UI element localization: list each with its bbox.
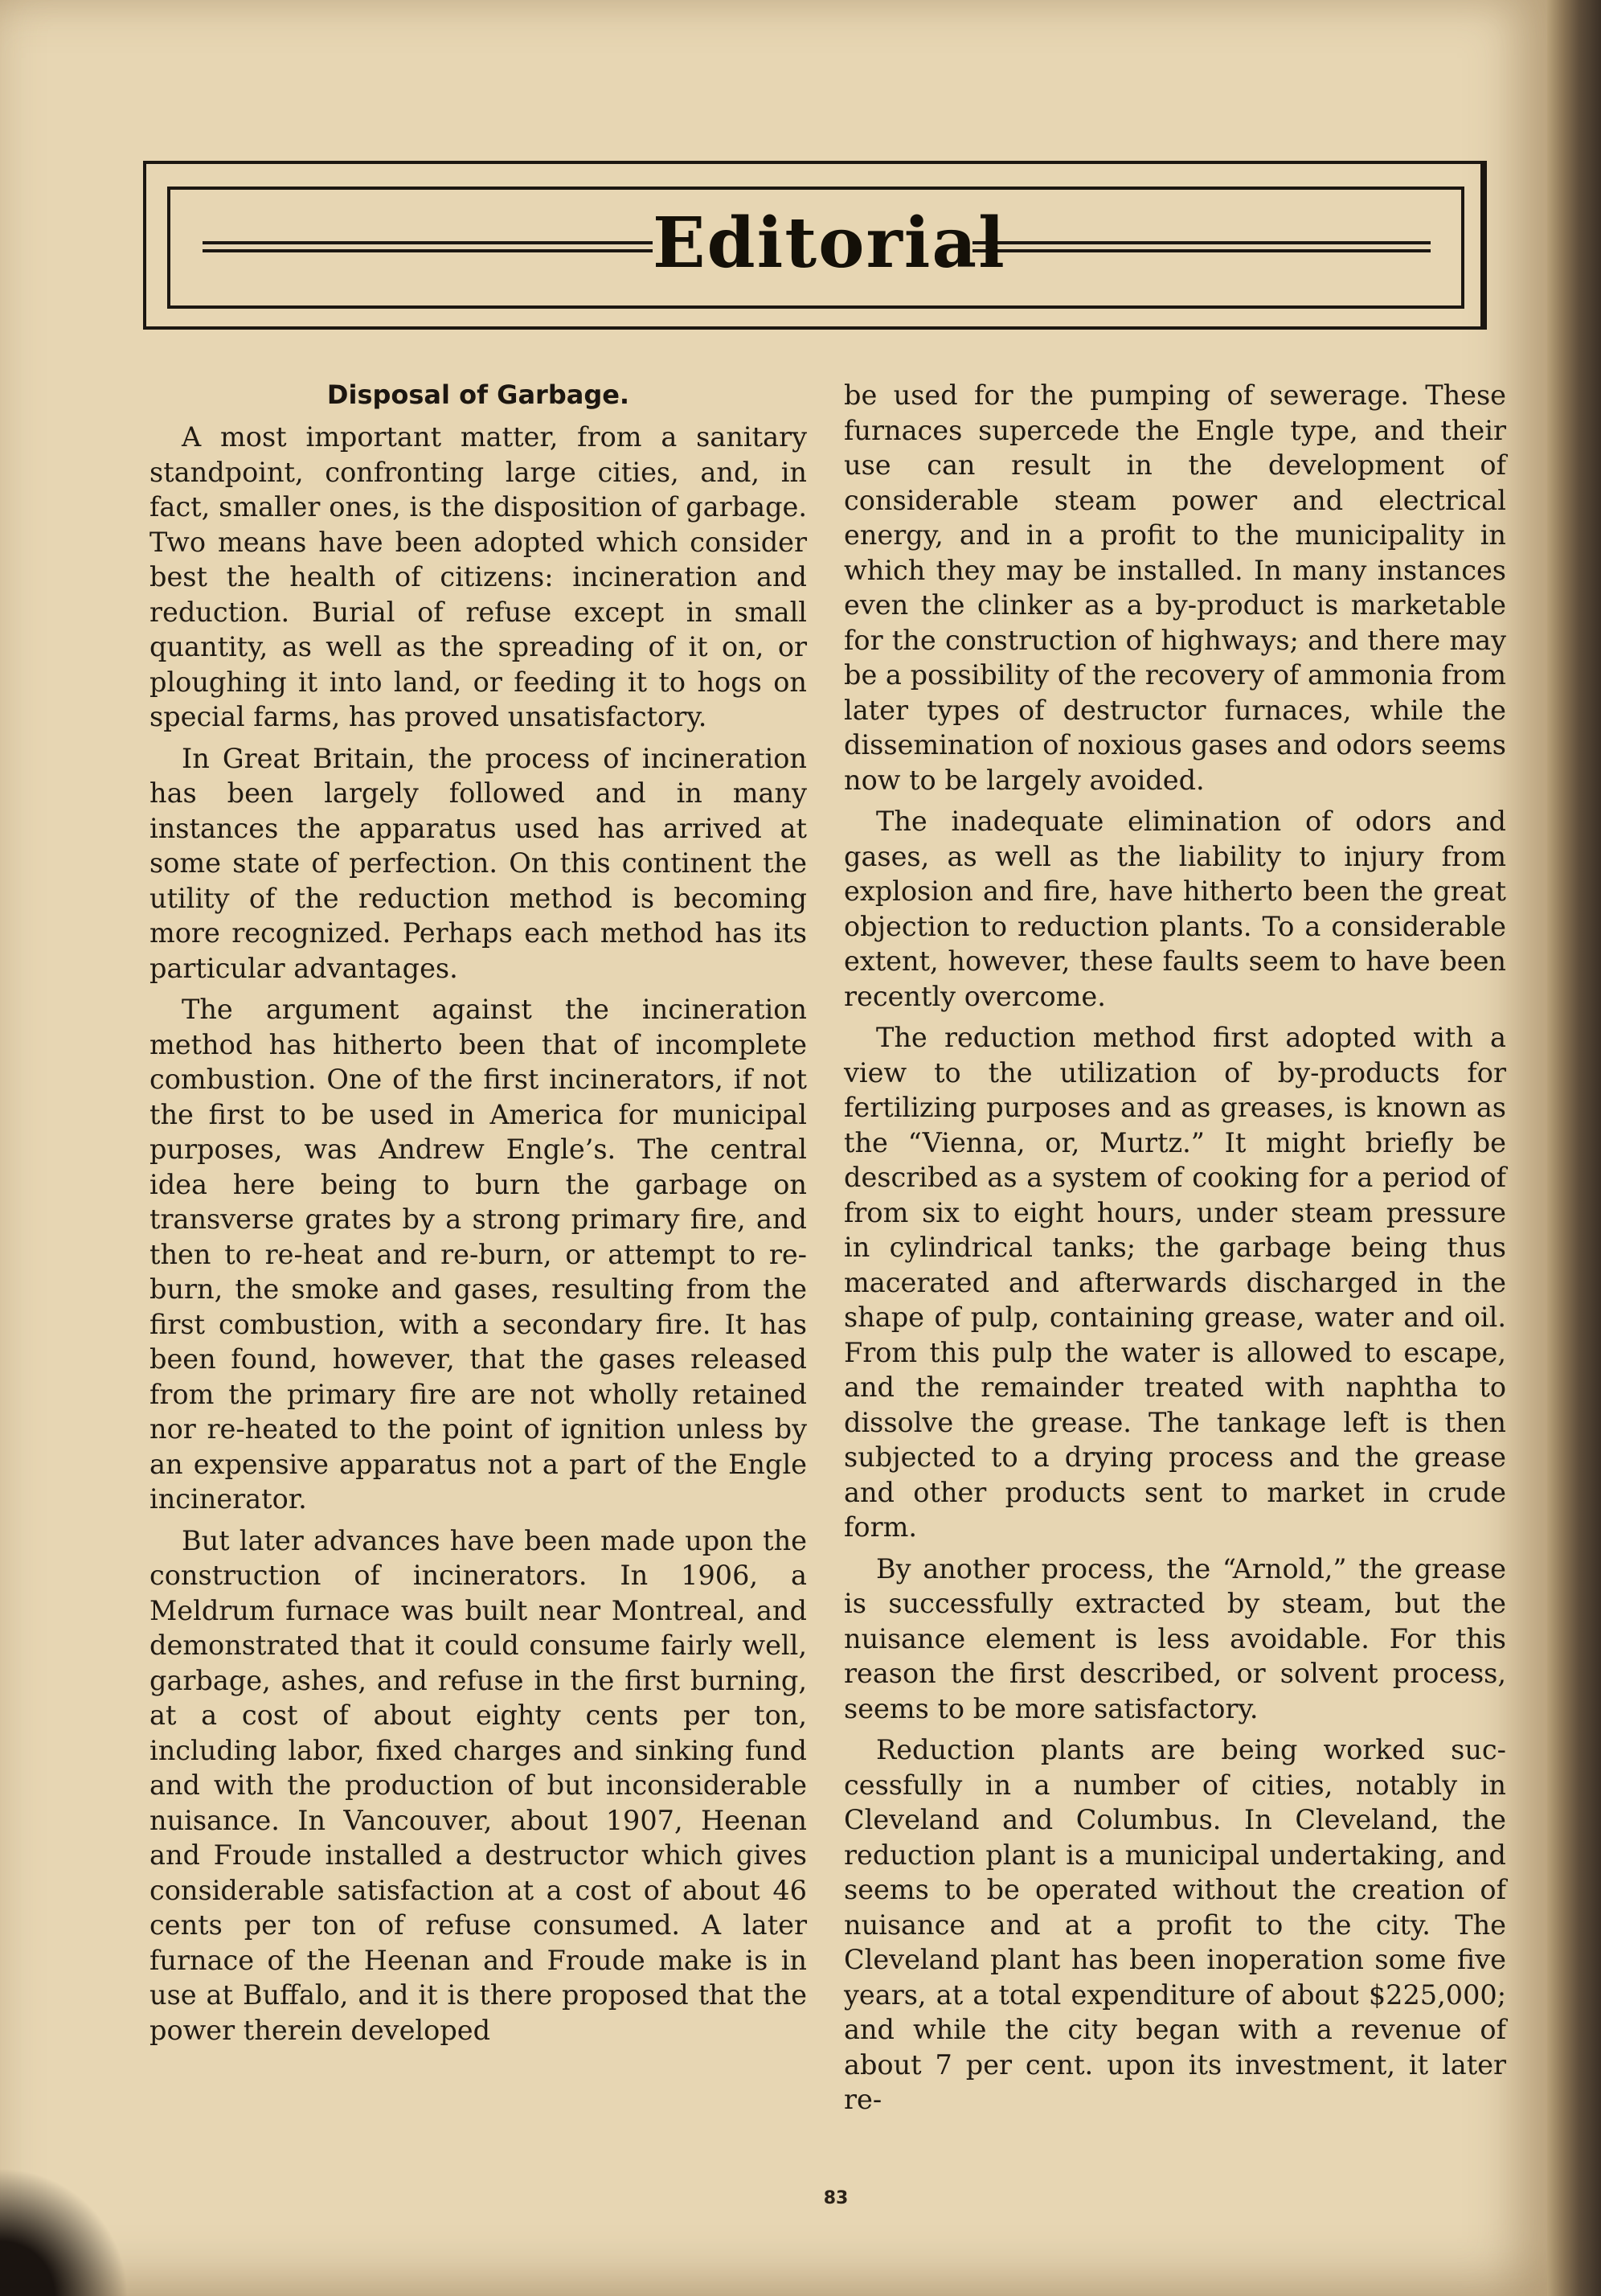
page-edge xyxy=(1547,0,1601,2296)
left-column xyxy=(149,378,807,2054)
paragraph: But later advances have been made upon the construction of incinerators. In 1906, a Meldrum furnace was built near Montreal, and demonstrated that it could consume fairly well, garbage, ashes, and refuse in the first burning, at a cost of about eighty cents per ton, including labor, fixed charges and sinking fund and with the production of but inconsiderable nuisance. In Vancouver, about 1907, Heenan and Froude installed a destructor which gives considerable satisfaction at a cost of about 46 cents per ton of refuse consumed. A later furnace of the Heenan and Froude make is in use at Buffalo, and it is there proposed that the power therein developed xyxy=(149,1524,807,2046)
banner-rule-right xyxy=(972,241,1431,252)
paragraph: A most important matter, from a sanitary standpoint, confronting large cities, and, in fact, smaller ones, is the disposition of garbage. Two means have been adopted which consider best the health of citizens: incineration and reduction. Burial of refuse except in small quantity, as well as the spreading of it on, or ploughing it into land, or feeding it to hogs on special farms, has proved unsatisfactory. xyxy=(149,421,807,732)
paragraph: The inadequate elimination of odors and gases, as well as the liability to injury from explosion and fire, have hitherto been the great objection to reduction plants. To a considerable extent, however, these faults seem to have been recently overcome. xyxy=(844,806,1506,1012)
paragraph-continuation: be used for the pumping of sewerage. These furnaces supercede the Engle type, and their use can result in the development of considerable steam power and electrical energy, and in a profit to the municipality in which they may be installed. In many instances even the clinker as a by-product is marketable for the construction of highways; and there may be a possibility of the recovery of ammonia from later types of destructor furnaces, while the dissemination of noxious gases and odors seems now to be largely avoided. xyxy=(844,379,1506,796)
right-column xyxy=(844,378,1506,2124)
article-heading: Disposal of Garbage. xyxy=(326,379,630,410)
editorial-title: Editorial xyxy=(653,203,1006,284)
paragraph: In Great Britain, the process of incineration has been largely followed and in many instances the apparatus used has arrived at some state of perfection. On this continent the utility of the reduction method is becoming more recognized. Perhaps each method has its particular advantages. xyxy=(149,742,807,984)
banner-rule-left xyxy=(203,241,653,252)
paragraph: Reduction plants are being worked successfully in a number of cities, notably in Cleveland and Columbus. In Cleveland, the reduction plant is a municipal undertaking, and seems to be operated without the creation of nuisance and at a profit to the city. The Cleveland plant has been inoperation some five years, at a total expenditure of about $225,000; and while the city began with a revenue of about 7 per cent. upon its investment, it later re- xyxy=(844,1734,1506,2115)
binding-shadow xyxy=(0,2167,129,2296)
paragraph: By another process, the “Arnold,” the grease is successfully extracted by steam, but the nuisance element is less avoidable. For this reason the first described, or solvent process, seems to be more satisfactory. xyxy=(844,1552,1506,1724)
page-number: 83 xyxy=(823,2188,849,2208)
paragraph: The reduction method first adopted with a view to the utilization of by-products for fertilizing purposes and as greases, is known as the “Vienna, or, Murtz.” It might briefly be described as a system of cooking for a period of from six to eight hours, under steam pressure in cylindrical tanks; the garbage being thus macerated and afterwards discharged in the shape of pulp, containing grease, water and oil. From this pulp the water is allowed to escape, and the remainder treated with naphtha to dissolve the grease. The tankage left is then subjected to a drying process and the grease and other products sent to market in crude form. xyxy=(844,1022,1506,1543)
paragraph: The argument against the incineration method has hitherto been that of incomplete combustion. One of the first incinerators, if not the first to be used in America for municipal purposes, was Andrew Engle’s. The central idea here being to burn the garbage on transverse grates by a strong primary fire, and then to re-heat and re-burn, or attempt to re-burn, the smoke and gases, resulting from the first combustion, with a secondary fire. It has been found, however, that the gases released from the primary fire are not wholly retained nor re-heated to the point of ignition unless by an expensive apparatus not a part of the Engle incinerator. xyxy=(149,994,807,1515)
